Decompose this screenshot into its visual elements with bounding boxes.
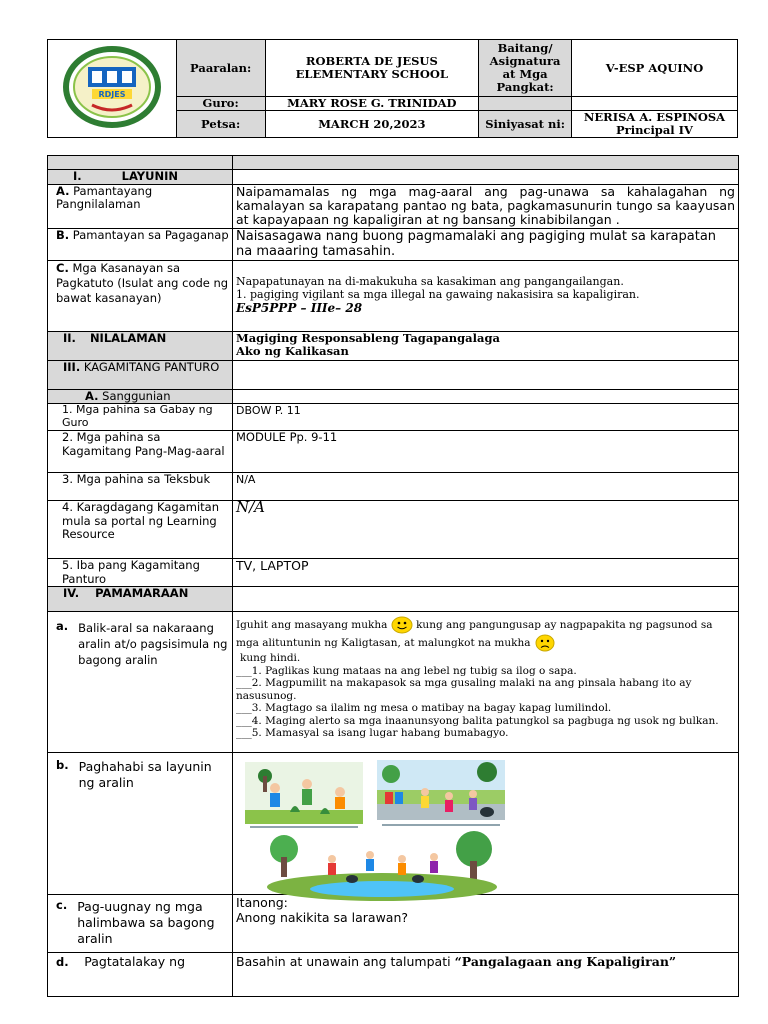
step-d-text: Pagtatalakay ng [84,954,185,969]
step-a-intro3: kung hindi. [240,652,301,664]
section-layunin [48,170,233,185]
row-c-code: EsP5PPP – IIIe– 28 [236,300,363,315]
header-table [47,39,738,138]
school-logo-icon [62,45,162,129]
children-cleaning-image [377,760,505,830]
row-a-letter: A. [56,183,70,198]
step-c-letter: c. [56,898,68,912]
row-b-label [48,228,233,260]
sad-face-icon [534,634,556,652]
step-b-text: Paghahabi sa layunin ng aralin [78,759,212,790]
step-d-label [48,953,233,997]
nil-line2: Ako ng Kalikasan [236,344,349,358]
checked-by [571,111,737,138]
nilalaman-value [233,331,739,360]
row-a-value: Naipamamalas ng mga mag-aaral ang pag-unawa sa kahalagahan ng kamalayan sa karapatang pantao ng bata, pagkamasunurin tungo sa kaayusan at kapayapaan ng kapaligiran at ng bansang kinabibilangan . [233,184,739,228]
teacher-label: Guro: [176,97,265,111]
date-label: Petsa: [176,111,265,138]
school-name: ROBERTA DE JESUS ELEMENTARY SCHOOL [265,40,479,97]
step-d-value [233,953,739,997]
school-logo-cell [48,40,177,138]
pam-label: PAMAMARAAN [95,586,189,600]
kag-label: KAGAMITANG PANTURO [83,359,220,374]
row-c-value [233,260,739,331]
resource-4-value: N/A [233,501,739,559]
layunin-label: LAYUNIN [121,169,178,183]
resource-3-label: 3. Mga pahina sa Teksbuk [48,473,233,501]
row-b-label-text: Pamantayan sa Pagaganap [72,227,229,242]
step-a-text: Balik-aral sa nakaraang aralin at/o pagsisimula ng bagong aralin [78,621,228,667]
section-sanggunian [48,389,233,404]
step-b-label [48,753,233,895]
review-item: ___2. Magpumilit na makapasok sa mga gusaling malaki na ang pinsala habang ito ay nasusunog. [236,677,692,702]
review-item: ___3. Magtago sa ilalim ng mesa o matibay na bagay kapag lumilindol. [236,702,612,714]
checked-by-title: Principal IV [616,123,693,137]
resource-3-value: N/A [233,473,739,501]
step-c-label [48,895,233,953]
sang-letter: A. [85,388,99,403]
nil-label: NILALAMAN [89,330,167,345]
step-c-line1: Itanong: [236,895,288,910]
section-kagamitan [48,360,233,389]
row-a-label-text: Pamantayang Pangnilalaman [56,183,153,211]
row-c-letter: C. [56,260,69,275]
step-c-line2: Anong nakikita sa larawan? [236,910,409,925]
step-c-text: Pag-uugnay ng mga halimbawa sa bagong aralin [77,899,215,946]
step-d-title: “Pangalagaan ang Kapaligiran” [454,954,677,969]
row-b-value: Naisasagawa nang buong pagmamalaki ang pagiging mulat sa karapatan na maaaring tamasahin. [233,228,739,260]
row-c-label-text: Mga Kasanayan sa Pagkatuto (Isulat ang code ng bawat kasanayan) [56,260,229,305]
step-b-letter: b. [56,758,69,772]
school-label: Paaralan: [176,40,265,97]
step-d-line: Basahin at unawain ang talumpati [236,954,451,969]
logo-mid-text: RDJES [98,90,126,99]
resource-1-value: DBOW P. 11 [233,404,739,431]
review-item: ___5. Mamasyal sa isang lugar habang bumabagyo. [236,727,509,739]
section-nilalaman [48,331,233,360]
children-planting-image [245,762,363,830]
review-item: ___1. Paglikas kung mataas na ang lebel ng tubig sa ilog o sapa. [236,664,577,677]
step-a-letter: a. [56,619,69,633]
teacher-name: MARY ROSE G. TRINIDAD [265,97,479,111]
pam-num: IV. [63,586,80,600]
checked-label: Siniyasat ni: [479,111,572,138]
step-a-value [233,612,739,753]
checked-by-name: NERISA A. ESPINOSA [583,110,726,124]
resource-2-value: MODULE Pp. 9-11 [233,431,739,473]
step-a-intro2: kung ang pangungusap ay nagpapakita ng pagsunod sa mga alituntunin ng Kaligtasan, at malungkot na mukha [236,619,713,649]
happy-face-icon [391,616,413,634]
date-value: MARCH 20,2023 [265,111,479,138]
nil-line1: Magiging Responsableng Tagapangalaga [236,330,500,345]
step-d-letter: d. [56,955,69,969]
row-b-letter: B. [56,227,70,242]
layunin-num: I. [73,169,82,183]
riverside-cleanup-image [262,829,504,905]
sang-label: Sanggunian [102,388,171,403]
kag-num: III. [63,359,81,374]
resource-5-value: TV, LAPTOP [233,559,739,587]
review-item: ___4. Maging alerto sa mga inaanunsyong balita patungkol sa pagbuga ng usok ng bulkan. [236,714,719,727]
row-c-label [48,260,233,331]
row-a-label [48,184,233,228]
section-pamamaraan [48,587,233,612]
grade-label: Baitang/ Asignatura at Mga Pangkat: [479,40,572,97]
resource-1-label: 1. Mga pahina sa Gabay ng Guro [48,404,233,431]
grade-value: V-ESP AQUINO [571,40,737,97]
nil-num: II. [63,330,76,345]
resource-2-label: 2. Mga pahina sa Kagamitang Pang-Mag-aaral [48,431,233,473]
step-a-label [48,612,233,753]
resource-5-label: 5. Iba pang Kagamitang Panturo [48,559,233,587]
step-a-intro1: Iguhit ang masayang mukha [236,619,388,631]
row-c-line1: Napapatunayan na di-makukuha sa kasakiman ang pangangailangan. [236,274,624,288]
row-c-line2: 1. pagiging vigilant sa mga illegal na gawaing nakasisira sa kapaligiran. [236,288,640,301]
resource-4-label: 4. Karagdagang Kagamitan mula sa portal ng Learning Resource [48,501,233,559]
